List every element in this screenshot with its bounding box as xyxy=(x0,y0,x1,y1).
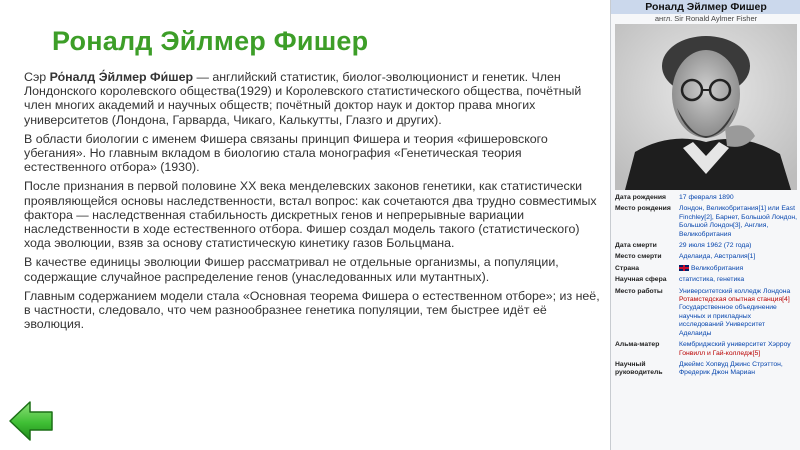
infobox-value-link[interactable]: Джеймс Хопвуд Джинс Стрэттон, Фредерик Джон Мариан xyxy=(679,360,783,377)
infobox-row-alma-mater xyxy=(611,341,800,358)
infobox-rows xyxy=(611,194,800,381)
infobox-key: Научная сфера xyxy=(615,276,667,284)
workplace-other[interactable]: Государственное объединение научных и прикладных исследований Университет Аделаиды xyxy=(679,304,777,337)
back-arrow-button[interactable] xyxy=(8,400,54,442)
intro-prefix: Сэр xyxy=(24,70,50,84)
paragraph-biology: В области биологии с именем Фишера связаны принцип Фишера и теория «фишеровского убегания». Но главным вкладом в биологию стала монография «Генетическая теория естественного отбора» (1930). xyxy=(24,131,548,175)
country-name[interactable]: Великобритания xyxy=(691,264,744,272)
page-title: Роналд Эйлмер Фишер xyxy=(52,26,369,56)
workplace-rothamsted[interactable]: Ротамстедская опытная станция[4] xyxy=(679,296,790,304)
alma-mater-cambridge[interactable]: Кембриджский университет Хэрроу xyxy=(679,341,791,349)
infobox-key: Место смерти xyxy=(615,253,662,261)
intro-rest: — английский статистик, биолог-эволюционист и генетик. Член Лондонского королевского общества(1929) и Королевского статистического общества, почётный член многих академий и научных обществ; почётный доктор наук и доктор права многих университетов (Лондона, Гарварда, Чикаго, Калькутты, Глазго и других). xyxy=(24,70,582,127)
infobox-row-death-date xyxy=(611,242,800,250)
person-name: Ро́налд Э́йлмер Фи́шер xyxy=(49,70,194,84)
infobox-row-birth-place xyxy=(611,205,800,239)
wiki-infobox xyxy=(610,0,800,450)
article-body xyxy=(24,70,602,336)
paragraph-population: В качестве единицы эволюции Фишер рассматривал не отдельные организмы, а популяции, содержащие случайное распределение генов (унаследованных или мутантных). xyxy=(24,255,559,284)
paragraph-mendel: После признания в первой половине XX века менделевских законов генетики, как статистически проявляющейся основы наследственности, встал вопрос: как сочетаются два трудно совместимых фактора — наследственная стабильность дискретных генов и непрерывные вариации наследственности в ходе естественного отбора. Фишер создал модель такого (статистического) хода эволюции, взяв за основу статистическую кинетику газов Больцмана. xyxy=(24,179,597,251)
infobox-key: Место рождения xyxy=(615,205,671,213)
infobox-subtitle: англ. Sir Ronald Aylmer Fisher xyxy=(654,14,758,23)
infobox-key: Страна xyxy=(615,264,640,272)
infobox-value-link[interactable] xyxy=(679,265,797,273)
infobox-value-link[interactable]: 17 февраля 1890 xyxy=(679,194,734,201)
back-arrow-icon xyxy=(8,400,54,442)
infobox-key: Научный руководитель xyxy=(615,360,663,377)
infobox-value-link[interactable]: Лондон, Великобритания[1] или East Finchley[2], Барнет, Большой Лондон, Большой Лондон[3], Англия, Великобритания xyxy=(679,205,798,238)
alma-mater-gonville[interactable]: Гонвилл и Гай-колледж[5] xyxy=(679,349,761,357)
infobox-row-country xyxy=(611,265,800,273)
infobox-value-link[interactable]: Аделаида, Австралия[1] xyxy=(679,253,756,261)
workplace-ucl[interactable]: Университетский колледж Лондона xyxy=(679,287,791,295)
infobox-key: Дата смерти xyxy=(615,242,657,250)
infobox-key: Дата рождения xyxy=(615,194,666,201)
portrait-image xyxy=(615,24,797,190)
paragraph-theorem: Главным содержанием модели стала «Основная теорема Фишера о естественном отборе»; из неё, в частности, следовало, что чем разнообразнее генетика популяции, тем быстрее идёт её эволюция. xyxy=(24,288,600,332)
infobox-row-death-place xyxy=(611,253,800,261)
portrait-photo xyxy=(615,24,797,190)
infobox-row-birth-date xyxy=(611,194,800,202)
infobox-header: Роналд Эйлмер Фишер xyxy=(611,0,800,14)
infobox-row-advisor xyxy=(611,361,800,378)
infobox-value-link[interactable] xyxy=(679,288,797,338)
infobox-value-link[interactable]: статистика, генетика xyxy=(679,276,745,284)
infobox-key: Место работы xyxy=(615,287,663,295)
infobox-value-link[interactable]: 29 июля 1962 (72 года) xyxy=(679,242,752,250)
uk-flag-icon xyxy=(679,265,689,271)
infobox-row-workplace xyxy=(611,288,800,338)
infobox-value-link[interactable] xyxy=(679,341,797,358)
paragraph-intro xyxy=(24,70,602,127)
infobox-row-field xyxy=(611,276,800,284)
infobox-key: Альма-матер xyxy=(615,341,660,349)
